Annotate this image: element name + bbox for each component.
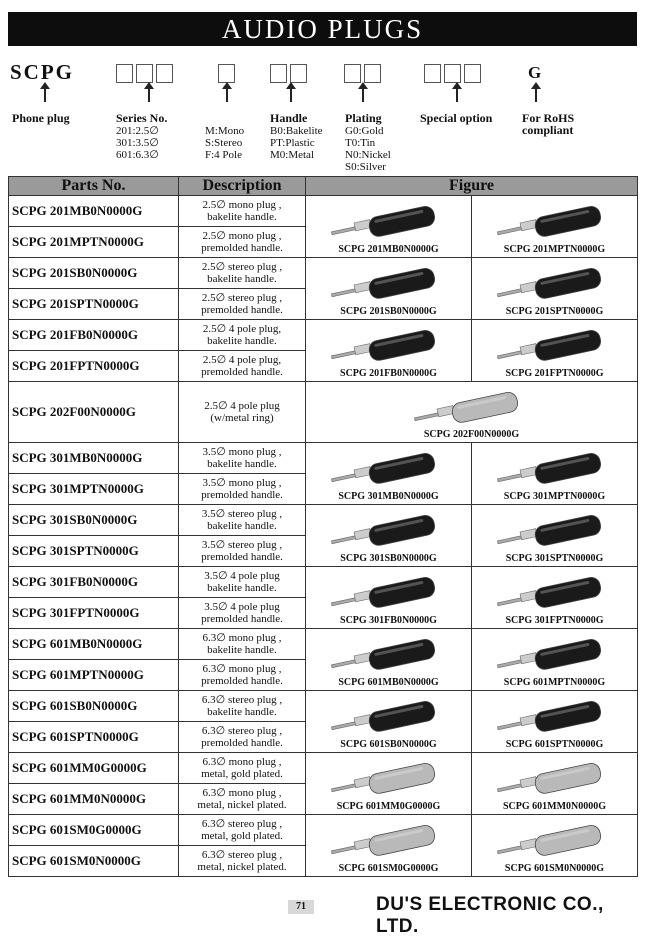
figure-cell xyxy=(472,505,638,567)
part-number: SCPG 601SPTN0000G xyxy=(9,722,179,753)
part-number: SCPG 201SPTN0000G xyxy=(9,289,179,320)
part-number: SCPG 601MB0N0000G xyxy=(9,629,179,660)
part-number: SCPG 601MM0G0000G xyxy=(9,753,179,784)
part-number: SCPG 301SPTN0000G xyxy=(9,536,179,567)
part-number: SCPG 601SM0G0000G xyxy=(9,815,179,846)
figure-caption: SCPG 202F00N0000G xyxy=(423,429,520,440)
figure-cell xyxy=(472,443,638,505)
metal-plug-icon xyxy=(495,761,615,799)
audio-plug-icon xyxy=(329,513,449,551)
description: 6.3∅ stereo plug , metal, gold plated. xyxy=(179,815,306,846)
figure-caption: SCPG 201SB0N0000G xyxy=(340,306,437,317)
arrow-up-icon xyxy=(456,88,458,102)
figure-cell xyxy=(306,320,472,382)
audio-plug-icon xyxy=(329,328,449,366)
part-number: SCPG 202F00N0000G xyxy=(9,382,179,443)
label-rohs: For RoHS compliant xyxy=(522,111,575,137)
audio-plug-icon xyxy=(329,637,449,675)
metal-plug-icon xyxy=(329,761,449,799)
figure-cell xyxy=(306,567,472,629)
figure-caption: SCPG 301MB0N0000G xyxy=(338,491,439,502)
table-row xyxy=(9,753,638,784)
figure-caption: SCPG 601MM0G0000G xyxy=(336,801,441,812)
audio-plug-icon xyxy=(329,204,449,242)
figure-cell xyxy=(306,691,472,753)
figure-caption: SCPG 601MPTN0000G xyxy=(503,677,606,688)
description: 6.3∅ stereo plug , metal, nickel plated. xyxy=(179,846,306,877)
description: 6.3∅ mono plug , metal, nickel plated. xyxy=(179,784,306,815)
figure-caption: SCPG 301SB0N0000G xyxy=(340,553,437,564)
description: 3.5∅ mono plug , premolded handle. xyxy=(179,474,306,505)
figure-cell xyxy=(472,196,638,258)
special-boxes xyxy=(424,64,481,83)
mode-box xyxy=(218,64,235,83)
description: 2.5∅ stereo plug , premolded handle. xyxy=(179,289,306,320)
arrow-up-icon xyxy=(44,88,46,102)
audio-plug-icon xyxy=(495,266,615,304)
arrow-up-icon xyxy=(148,88,150,102)
figure-cell xyxy=(306,443,472,505)
part-number: SCPG 301FPTN0000G xyxy=(9,598,179,629)
part-number: SCPG 201MPTN0000G xyxy=(9,227,179,258)
rohs-letter: G xyxy=(528,63,542,82)
audio-plug-icon xyxy=(329,699,449,737)
label-special: Special option xyxy=(420,111,493,125)
audio-plug-icon xyxy=(495,451,615,489)
figure-cell xyxy=(306,753,472,815)
part-number: SCPG 301MPTN0000G xyxy=(9,474,179,505)
audio-plug-icon xyxy=(329,266,449,304)
page-title: AUDIO PLUGS xyxy=(8,12,637,46)
figure-caption: SCPG 201FB0N0000G xyxy=(340,368,437,379)
table-row xyxy=(9,691,638,722)
figure-cell xyxy=(472,320,638,382)
description: 6.3∅ mono plug , bakelite handle. xyxy=(179,629,306,660)
parts-table xyxy=(8,176,638,877)
label-mode: M:Mono S:Stereo F:4 Pole xyxy=(205,125,245,161)
figure-caption: SCPG 201SPTN0000G xyxy=(505,306,604,317)
table-row xyxy=(9,382,638,443)
arrow-up-icon xyxy=(535,88,537,102)
description: 6.3∅ mono plug , premolded handle. xyxy=(179,660,306,691)
figure-caption: SCPG 601SM0N0000G xyxy=(504,863,605,874)
description: 6.3∅ stereo plug , bakelite handle. xyxy=(179,691,306,722)
figure-cell xyxy=(306,382,638,443)
description: 3.5∅ stereo plug , premolded handle. xyxy=(179,536,306,567)
label-series: Series No. 201:2.5∅ 301:3.5∅ 601:6.3∅ xyxy=(116,111,168,161)
part-number: SCPG 301SB0N0000G xyxy=(9,505,179,536)
figure-caption: SCPG 301MPTN0000G xyxy=(503,491,606,502)
part-number: SCPG 601SB0N0000G xyxy=(9,691,179,722)
page-number: 71 xyxy=(288,900,314,914)
header-parts-no: Parts No. xyxy=(9,177,179,196)
figure-cell xyxy=(306,258,472,320)
audio-plug-icon xyxy=(329,451,449,489)
label-phone-plug: Phone plug xyxy=(12,111,70,125)
audio-plug-icon xyxy=(495,637,615,675)
plating-boxes xyxy=(344,64,381,83)
description: 2.5∅ 4 pole plug (w/metal ring) xyxy=(179,382,306,443)
part-number: SCPG 201MB0N0000G xyxy=(9,196,179,227)
figure-cell xyxy=(472,629,638,691)
table-row xyxy=(9,567,638,598)
handle-boxes xyxy=(270,64,307,83)
figure-caption: SCPG 201MPTN0000G xyxy=(503,244,606,255)
header-figure: Figure xyxy=(306,177,638,196)
description: 2.5∅ 4 pole plug, bakelite handle. xyxy=(179,320,306,351)
figure-caption: SCPG 601SB0N0000G xyxy=(340,739,437,750)
arrow-up-icon xyxy=(226,88,228,102)
arrow-up-icon xyxy=(290,88,292,102)
figure-cell xyxy=(306,196,472,258)
figure-caption: SCPG 301FB0N0000G xyxy=(340,615,437,626)
audio-plug-icon xyxy=(329,575,449,613)
table-row xyxy=(9,443,638,474)
table-row xyxy=(9,815,638,846)
figure-caption: SCPG 601MM0N0000G xyxy=(502,801,607,812)
arrow-up-icon xyxy=(362,88,364,102)
audio-plug-icon xyxy=(495,204,615,242)
audio-plug-icon xyxy=(495,328,615,366)
part-number: SCPG 201SB0N0000G xyxy=(9,258,179,289)
figure-caption: SCPG 201FPTN0000G xyxy=(505,368,604,379)
figure-cell xyxy=(306,505,472,567)
part-number: SCPG 201FPTN0000G xyxy=(9,351,179,382)
table-row xyxy=(9,258,638,289)
figure-cell xyxy=(306,815,472,877)
figure-cell xyxy=(472,258,638,320)
table-row xyxy=(9,629,638,660)
part-number: SCPG 601MM0N0000G xyxy=(9,784,179,815)
figure-caption: SCPG 201MB0N0000G xyxy=(338,244,439,255)
description: 2.5∅ stereo plug , bakelite handle. xyxy=(179,258,306,289)
figure-caption: SCPG 601SM0G0000G xyxy=(338,863,439,874)
table-row xyxy=(9,505,638,536)
description: 6.3∅ mono plug , metal, gold plated. xyxy=(179,753,306,784)
audio-plug-icon xyxy=(495,575,615,613)
metal-plug-icon xyxy=(329,823,449,861)
figure-cell xyxy=(472,753,638,815)
figure-cell xyxy=(472,567,638,629)
figure-caption: SCPG 601MB0N0000G xyxy=(338,677,439,688)
audio-plug-icon xyxy=(495,513,615,551)
description: 3.5∅ mono plug , bakelite handle. xyxy=(179,443,306,474)
description: 3.5∅ 4 pole plug premolded handle. xyxy=(179,598,306,629)
figure-caption: SCPG 601SPTN0000G xyxy=(505,739,604,750)
part-number: SCPG 601SM0N0000G xyxy=(9,846,179,877)
part-number: SCPG 601MPTN0000G xyxy=(9,660,179,691)
company-name: DU'S ELECTRONIC CO., LTD. xyxy=(376,894,604,937)
series-boxes xyxy=(116,64,173,83)
audio-plug-icon xyxy=(495,699,615,737)
figure-caption: SCPG 301FPTN0000G xyxy=(505,615,604,626)
description: 6.3∅ stereo plug , premolded handle. xyxy=(179,722,306,753)
figure-cell xyxy=(472,691,638,753)
table-row xyxy=(9,320,638,351)
part-number: SCPG 201FB0N0000G xyxy=(9,320,179,351)
figure-cell xyxy=(472,815,638,877)
description: 2.5∅ mono plug , premolded handle. xyxy=(179,227,306,258)
metal-plug-icon xyxy=(495,823,615,861)
part-number: SCPG 301FB0N0000G xyxy=(9,567,179,598)
description: 2.5∅ mono plug , bakelite handle. xyxy=(179,196,306,227)
description: 3.5∅ stereo plug , bakelite handle. xyxy=(179,505,306,536)
part-number: SCPG 301MB0N0000G xyxy=(9,443,179,474)
table-row xyxy=(9,196,638,227)
figure-caption: SCPG 301SPTN0000G xyxy=(505,553,604,564)
code-prefix: SCPG xyxy=(10,60,75,84)
metal-plug-icon xyxy=(412,390,532,428)
label-handle: Handle B0:Bakelite PT:Plastic M0:Metal xyxy=(270,111,323,161)
description: 2.5∅ 4 pole plug, premolded handle. xyxy=(179,351,306,382)
label-plating: Plating G0:Gold T0:Tin N0:Nickel S0:Silver xyxy=(345,111,391,173)
figure-cell xyxy=(306,629,472,691)
description: 3.5∅ 4 pole plug bakelite handle. xyxy=(179,567,306,598)
header-description: Description xyxy=(179,177,306,196)
